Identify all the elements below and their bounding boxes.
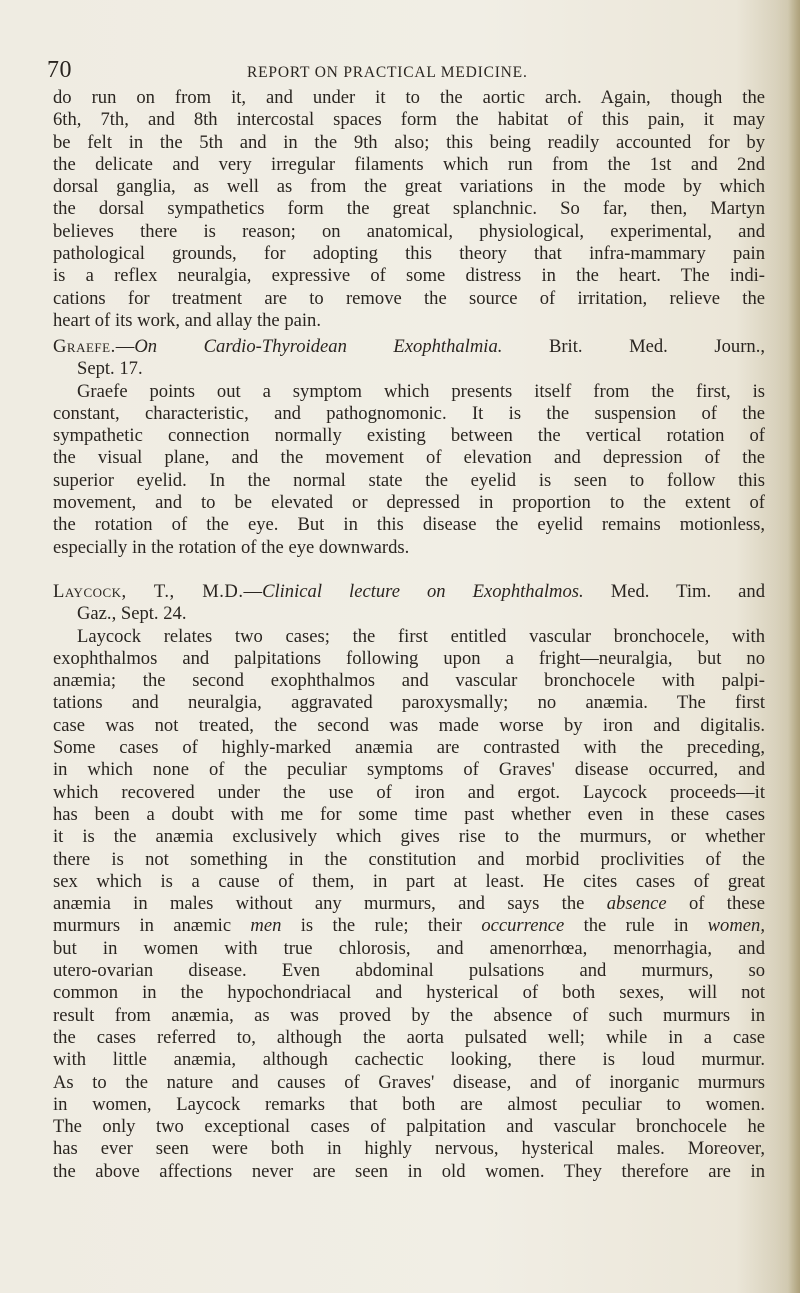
text-line: in women, Laycock remarks that both are almost peculiar to women. — [53, 1093, 765, 1115]
entry-date: Gaz., Sept. 24. — [77, 603, 187, 625]
text-line: the rotation of the eye. But in this disease the eyelid remains motionless, — [53, 514, 765, 536]
entry-dash: — — [243, 581, 263, 602]
entry-author: Graefe. — [53, 336, 116, 357]
entry-dash: — — [115, 336, 135, 357]
text-line — [53, 915, 765, 937]
text-line: there is not something in the constitution and morbid proclivities of the — [53, 848, 765, 870]
text-line: sex which is a cause of them, in part at least. He cites cases of great — [53, 870, 765, 892]
italic-run: absence — [606, 893, 667, 915]
text-line: case was not treated, the second was made worse by iron and digitalis. — [53, 714, 765, 736]
text-line: Some cases of highly-marked anæmia are contrasted with the preceding, — [53, 737, 765, 759]
text-line: anæmia; the second exophthalmos and vascular bronchocele with palpi- — [53, 670, 765, 692]
text-line: has ever seen were both in highly nervous, hysterical males. Moreover, — [53, 1138, 765, 1160]
text-line: sympathetic connection normally existing between the vertical rotation of — [53, 425, 765, 447]
entry-graefe — [53, 336, 765, 559]
text-line: dorsal ganglia, as well as from the great variations in the mode by which — [53, 176, 765, 198]
text-line: utero-ovarian disease. Even abdominal pulsations and murmurs, so — [53, 960, 765, 982]
text-line: common in the hypochondriacal and hysterical of both sexes, will not — [53, 982, 765, 1004]
text-run: of these — [666, 893, 765, 915]
entry-source: Med. Tim. and — [583, 581, 766, 602]
text-line: is a reflex neuralgia, expressive of some distress in the heart. The indi- — [53, 265, 765, 287]
text-line: Laycock relates two cases; the first entitled vascular bronchocele, with — [77, 625, 765, 647]
text-line: 6th, 7th, and 8th intercostal spaces form the habitat of this pain, it may — [53, 109, 765, 131]
text-line: exophthalmos and palpitations following upon a fright—neuralgia, but no — [53, 647, 765, 669]
text-run: the rule in — [564, 915, 708, 937]
text-line: in which none of the peculiar symptoms of Graves' disease occurred, and — [53, 759, 765, 781]
text-line: the above affections never are seen in old women. They therefore are in — [53, 1160, 765, 1182]
text-line: the delicate and very irregular filaments which run from the 1st and 2nd — [53, 153, 765, 175]
page-header — [47, 58, 767, 82]
text-run: murmurs in anæmic — [53, 915, 251, 937]
text-line: Graefe points out a symptom which presents itself from the first, is — [77, 380, 765, 402]
text-line: tations and neuralgia, aggravated paroxysmally; no anæmia. The first — [53, 692, 765, 714]
text-line: has been a doubt with me for some time past whether even in these cases — [53, 803, 765, 825]
text-line: the dorsal sympathetics form the great splanchnic. So far, then, Martyn — [53, 198, 765, 220]
text-line: the cases referred to, although the aorta pulsated well; while in a case — [53, 1026, 765, 1048]
running-head: REPORT ON PRACTICAL MEDICINE. — [247, 64, 528, 81]
text-line: it is the anæmia exclusively which gives rise to the murmurs, or whether — [53, 826, 765, 848]
text-line: heart of its work, and allay the pain. — [53, 309, 321, 331]
text-line — [53, 893, 765, 915]
text-line: superior eyelid. In the normal state the eyelid is seen to follow this — [53, 469, 765, 491]
text-line: movement, and to be elevated or depressed in proportion to the extent of — [53, 492, 765, 514]
text-line: with little anæmia, although cachectic looking, there is loud murmur. — [53, 1049, 765, 1071]
italic-run: occurrence — [481, 915, 565, 937]
italic-run: men — [250, 915, 282, 937]
text-line: which recovered under the use of iron and ergot. Laycock proceeds—it — [53, 781, 765, 803]
entry-laycock — [53, 581, 765, 1183]
text-line: the visual plane, and the movement of elevation and depression of the — [53, 447, 765, 469]
text-line: cations for treatment are to remove the source of irritation, relieve the — [53, 287, 765, 309]
page-number: 70 — [47, 57, 72, 83]
text-line: but in women with true chlorosis, and amenorrhœa, menorrhagia, and — [53, 937, 765, 959]
entry-title: Clinical lecture on Exophthalmos. — [262, 581, 584, 602]
text-run: is the rule; their — [281, 915, 482, 937]
text-run: anæmia in males without any murmurs, and says the — [53, 893, 607, 915]
text-line: result from anæmia, as was proved by the absence of such murmurs in — [53, 1004, 765, 1026]
text-line: especially in the rotation of the eye downwards. — [53, 536, 410, 558]
text-line: pathological grounds, for adopting this theory that infra-mammary pain — [53, 243, 765, 265]
text-line: be felt in the 5th and in the 9th also; this being readily accounted for by — [53, 131, 765, 153]
entry-heading — [53, 336, 765, 358]
paragraph-martyn — [53, 87, 765, 332]
italic-run: women, — [707, 915, 765, 937]
entry-source: Brit. Med. Journ., — [502, 336, 765, 357]
text-line: do run on from it, and under it to the aortic arch. Again, though the — [53, 87, 765, 108]
entry-author: Laycock, T., M.D. — [53, 581, 244, 602]
text-line: constant, characteristic, and pathognomonic. It is the suspension of the — [53, 402, 765, 424]
text-line: The only two exceptional cases of palpitation and vascular bronchocele he — [53, 1116, 765, 1138]
entry-date: Sept. 17. — [77, 358, 143, 380]
entry-title: On Cardio-Thyroidean Exophthalmia. — [134, 336, 503, 357]
text-line: believes there is reason; on anatomical, physiological, experimental, and — [53, 220, 765, 242]
text-line: As to the nature and causes of Graves' disease, and of inorganic murmurs — [53, 1071, 765, 1093]
page-edge-shadow — [788, 0, 800, 1293]
entry-heading — [53, 581, 765, 603]
